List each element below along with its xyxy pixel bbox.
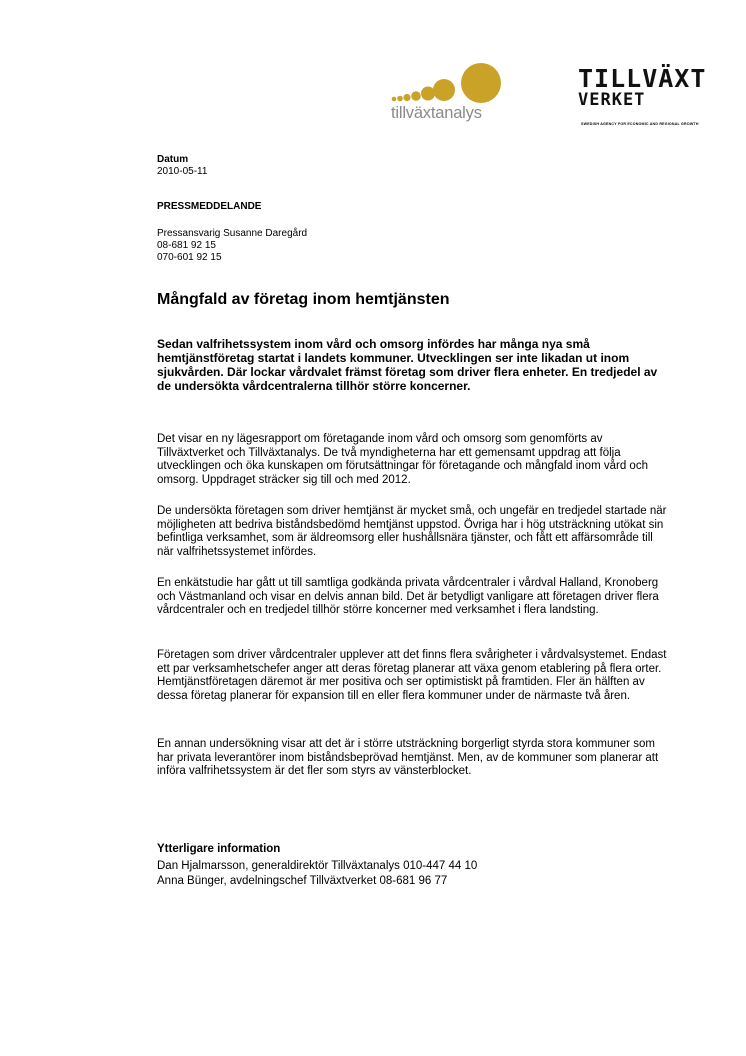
date-label: Datum <box>157 154 189 165</box>
press-contact-phone: 08-681 92 15 <box>157 240 216 251</box>
release-type: PRESSMEDDELANDE <box>157 201 262 212</box>
lead-paragraph: Sedan valfrihetssystem inom vård och omsorg infördes har många nya små hemtjänstföretag startat i landets kommuner. Utvecklingen ser inte likadan ut inom sjukvården. Där lockar vårdvalet främst företag som driver flera enheter. En tredjedel av de undersökta vårdcentralerna tillhör större koncerner. <box>157 337 658 393</box>
contact-line-1: Dan Hjalmarsson, generaldirektör Tillväxtanalys 010-447 44 10 <box>157 860 478 872</box>
date-value: 2010-05-11 <box>157 166 208 177</box>
press-contact-name: Pressansvarig Susanne Daregård <box>157 228 308 239</box>
tillvaxtverket-wordmark-line1: TILLVÄXT <box>578 64 707 93</box>
page-title: Mångfald av företag inom hemtjänsten <box>157 291 450 308</box>
body-paragraph-3: En enkätstudie har gått ut till samtliga godkända privata vårdcentraler i vårdval Halland, Kronoberg och Västmanland och visar en delvis annan bild. Det är betydligt vanligare att företagen driver flera vårdcentraler och en tredjedel tillhör större koncerner med verksamhet i flera landsting. <box>157 577 659 617</box>
press-contact-mobile: 070-601 92 15 <box>157 252 222 263</box>
tillvaxtverket-tagline: SWEDISH AGENCY FOR ECONOMIC AND REGIONAL GROWTH <box>581 122 699 126</box>
body-paragraph-2: De undersökta företagen som driver hemtjänst är mycket små, och ungefär en tredjedel startade när möjligheten att bedriva biståndsbedömd hemtjänst uppstod. Övriga har i hög utsträckning utökat sin befintliga verksamhet, som är äldreomsorg eller hushållsnära tjänster, och fått ett affärsområde till när valfrihetssystemet infördes. <box>157 505 667 558</box>
body-paragraph-1: Det visar en ny lägesrapport om företagande inom vård och omsorg som genomförts av Tillväxtverket och Tillväxtanalys. De två myndigheterna har ett gemensamt uppdrag att följa utvecklingen och öka kunskapen om förutsättningar för företagande och mångfald inom vård och omsorg. Uppdraget sträcker sig till och med 2012. <box>157 433 648 486</box>
body-paragraph-5: En annan undersökning visar att det är i större utsträckning borgerligt styrda stora kommuner som har privata leverantörer inom biståndsbeprövad hemtjänst. Men, av de kommuner som planerar att införa valfrihetssystem är det fler som styrs av vänsterblocket. <box>157 738 659 778</box>
body-paragraph-4: Företagen som driver vårdcentraler upplever att det finns flera svårigheter i vårdvalsystemet. Endast ett par verksamhetschefer anger att deras företag planerar att växa genom etablering på flera orter. Hemtjänstföretagen däremot är mer positiva och ser optimistiskt på framtiden. Fler än hälften av dessa företag planerar för expansion till en eller flera kommuner under de närmaste två åren. <box>157 649 667 702</box>
tillvaxtanalys-logo <box>390 62 505 128</box>
tillvaxtanalys-dots-icon <box>390 62 505 104</box>
tillvaxtverket-wordmark-line2: VERKET <box>578 90 646 110</box>
tillvaxtverket-logo <box>578 64 707 130</box>
tillvaxtanalys-wordmark: tillväxtanalys <box>391 104 482 122</box>
further-info-heading: Ytterligare information <box>157 843 281 855</box>
contact-line-2: Anna Bünger, avdelningschef Tillväxtverket 08-681 96 77 <box>157 875 448 887</box>
